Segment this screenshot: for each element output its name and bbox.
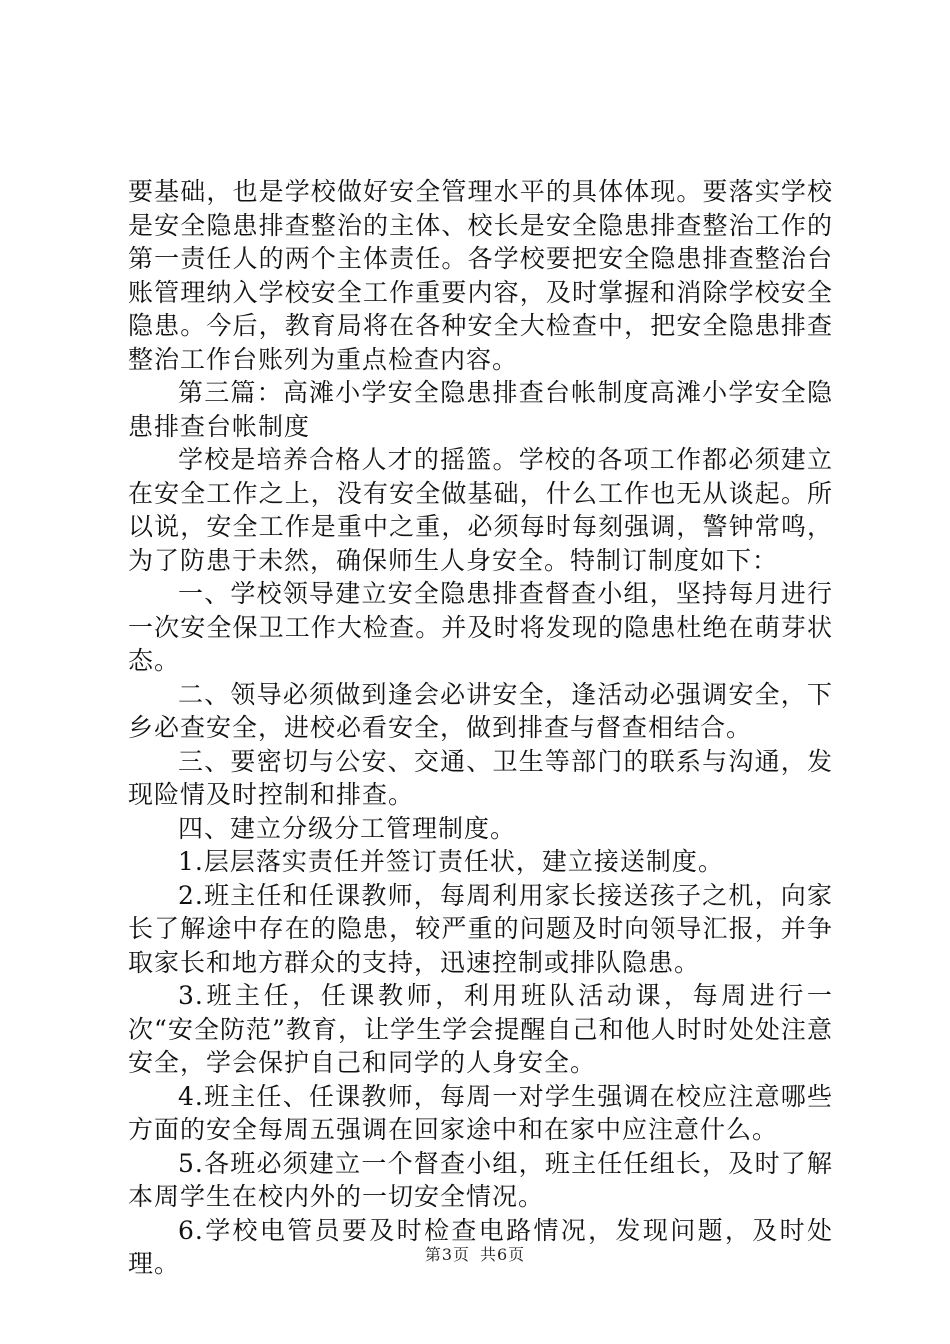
page-total: 共6页 <box>480 1245 526 1264</box>
paragraph-sub-6: 6.学校电管员要及时检查电路情况，发现问题，及时处理。 <box>128 1215 833 1278</box>
page-number: 第3页 <box>424 1245 470 1264</box>
paragraph-sub-2: 2.班主任和任课教师，每周利用家长接送孩子之机，向家长了解途中存在的隐患，较严重的问题及时向领导汇报，并争取家长和地方群众的支持，迅速控制或排队隐患。 <box>128 880 833 977</box>
paragraph-intro: 学校是培养合格人才的摇篮。学校的各项工作都必须建立在安全工作之上，没有安全做基础，什么工作也无从谈起。所以说，安全工作是重中之重，必须每时每刻强调，警钟常鸣，为了防患于未然，确保师生人身安全。特制订制度如下： <box>128 445 833 575</box>
section-heading: 第三篇：高滩小学安全隐患排查台帐制度高滩小学安全隐患排查台帐制度 <box>128 378 833 441</box>
document-body <box>128 175 833 1281</box>
paragraph-sub-5: 5.各班必须建立一个督查小组，班主任任组长，及时了解本周学生在校内外的一切安全情况。 <box>128 1148 833 1211</box>
page-footer <box>0 1242 950 1265</box>
paragraph-item-3: 三、要密切与公安、交通、卫生等部门的联系与沟通，发现险情及时控制和排查。 <box>128 746 833 809</box>
paragraph-continuation: 要基础，也是学校做好安全管理水平的具体体现。要落实学校是安全隐患排查整治的主体、校长是安全隐患排查整治工作的第一责任人的两个主体责任。各学校要把安全隐患排查整治台账管理纳入学校安全工作重要内容，及时掌握和消除学校安全隐患。今后，教育局将在各种安全大检查中，把安全隐患排查整治工作台账列为重点检查内容。 <box>128 177 833 374</box>
paragraph-item-2: 二、领导必须做到逢会必讲安全，逢活动必强调安全，下乡必查安全，进校必看安全，做到排查与督查相结合。 <box>128 679 833 742</box>
paragraph-item-1: 一、学校领导建立安全隐患排查督查小组，坚持每月进行一次安全保卫工作大检查。并及时将发现的隐患杜绝在萌芽状态。 <box>128 579 833 675</box>
paragraph-item-4: 四、建立分级分工管理制度。 <box>178 813 517 843</box>
paragraph-sub-1: 1.层层落实责任并签订责任状，建立接送制度。 <box>178 847 724 876</box>
paragraph-sub-3: 3.班主任，任课教师，利用班队活动课，每周进行一次“安全防范”教育，让学生学会提醒自己和他人时时处处注意安全，学会保护自己和同学的人身安全。 <box>128 981 833 1077</box>
paragraph-sub-4: 4.班主任、任课教师，每周一对学生强调在校应注意哪些方面的安全每周五强调在回家途中和在家中应注意什么。 <box>128 1081 833 1144</box>
